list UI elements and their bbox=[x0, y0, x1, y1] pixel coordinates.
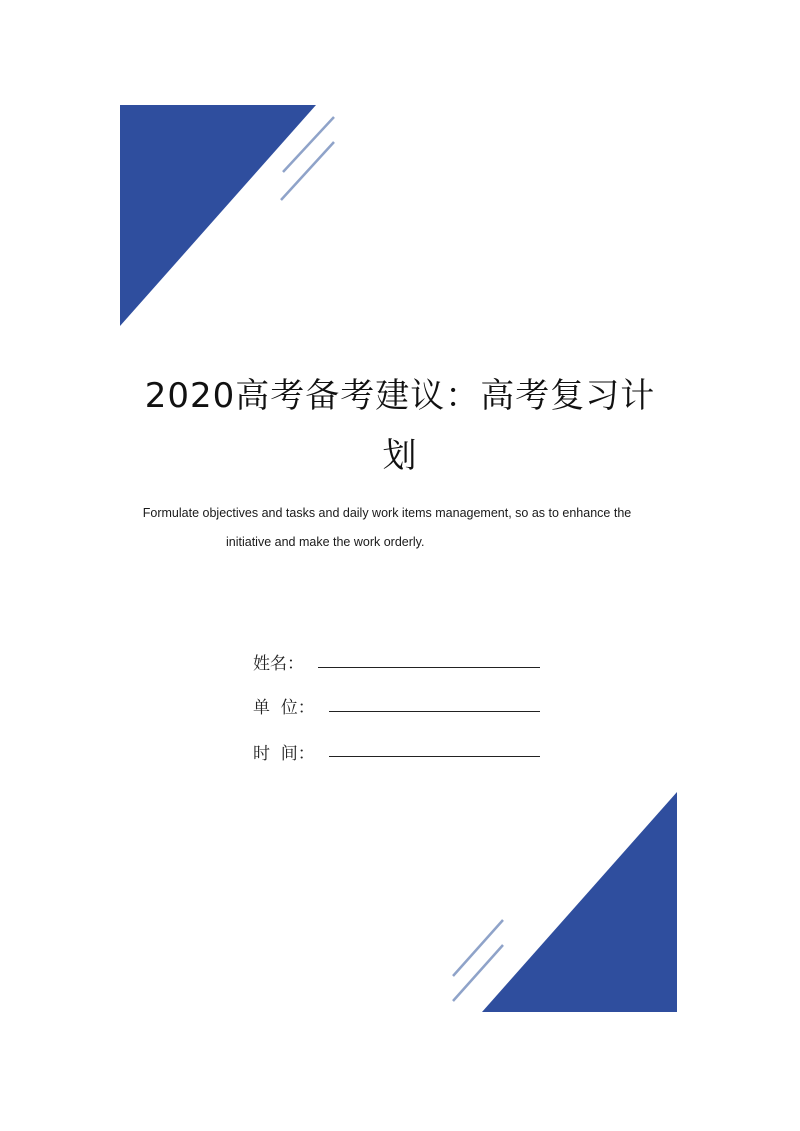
bottom-right-triangle bbox=[482, 792, 677, 1012]
unit-fill-line[interactable] bbox=[329, 711, 540, 712]
document-title-line-1: 2020高考备考建议：高考复习计 bbox=[144, 376, 656, 416]
name-fill-line[interactable] bbox=[318, 667, 540, 668]
name-label: 姓名： bbox=[253, 654, 304, 674]
time-fill-line[interactable] bbox=[329, 756, 540, 757]
time-label: 时 间： bbox=[253, 744, 315, 764]
document-title-line-2: 划 bbox=[382, 436, 418, 476]
subtitle-line-1: Formulate objectives and tasks and daily work items management, so as to enhance the bbox=[142, 506, 632, 520]
bottom-stripe-2 bbox=[453, 945, 503, 1001]
bottom-stripe-1 bbox=[453, 920, 503, 976]
top-left-triangle bbox=[120, 105, 316, 326]
top-stripe-2 bbox=[281, 142, 334, 200]
subtitle-line-2: initiative and make the work orderly. bbox=[226, 535, 425, 549]
unit-label: 单 位： bbox=[253, 698, 315, 718]
